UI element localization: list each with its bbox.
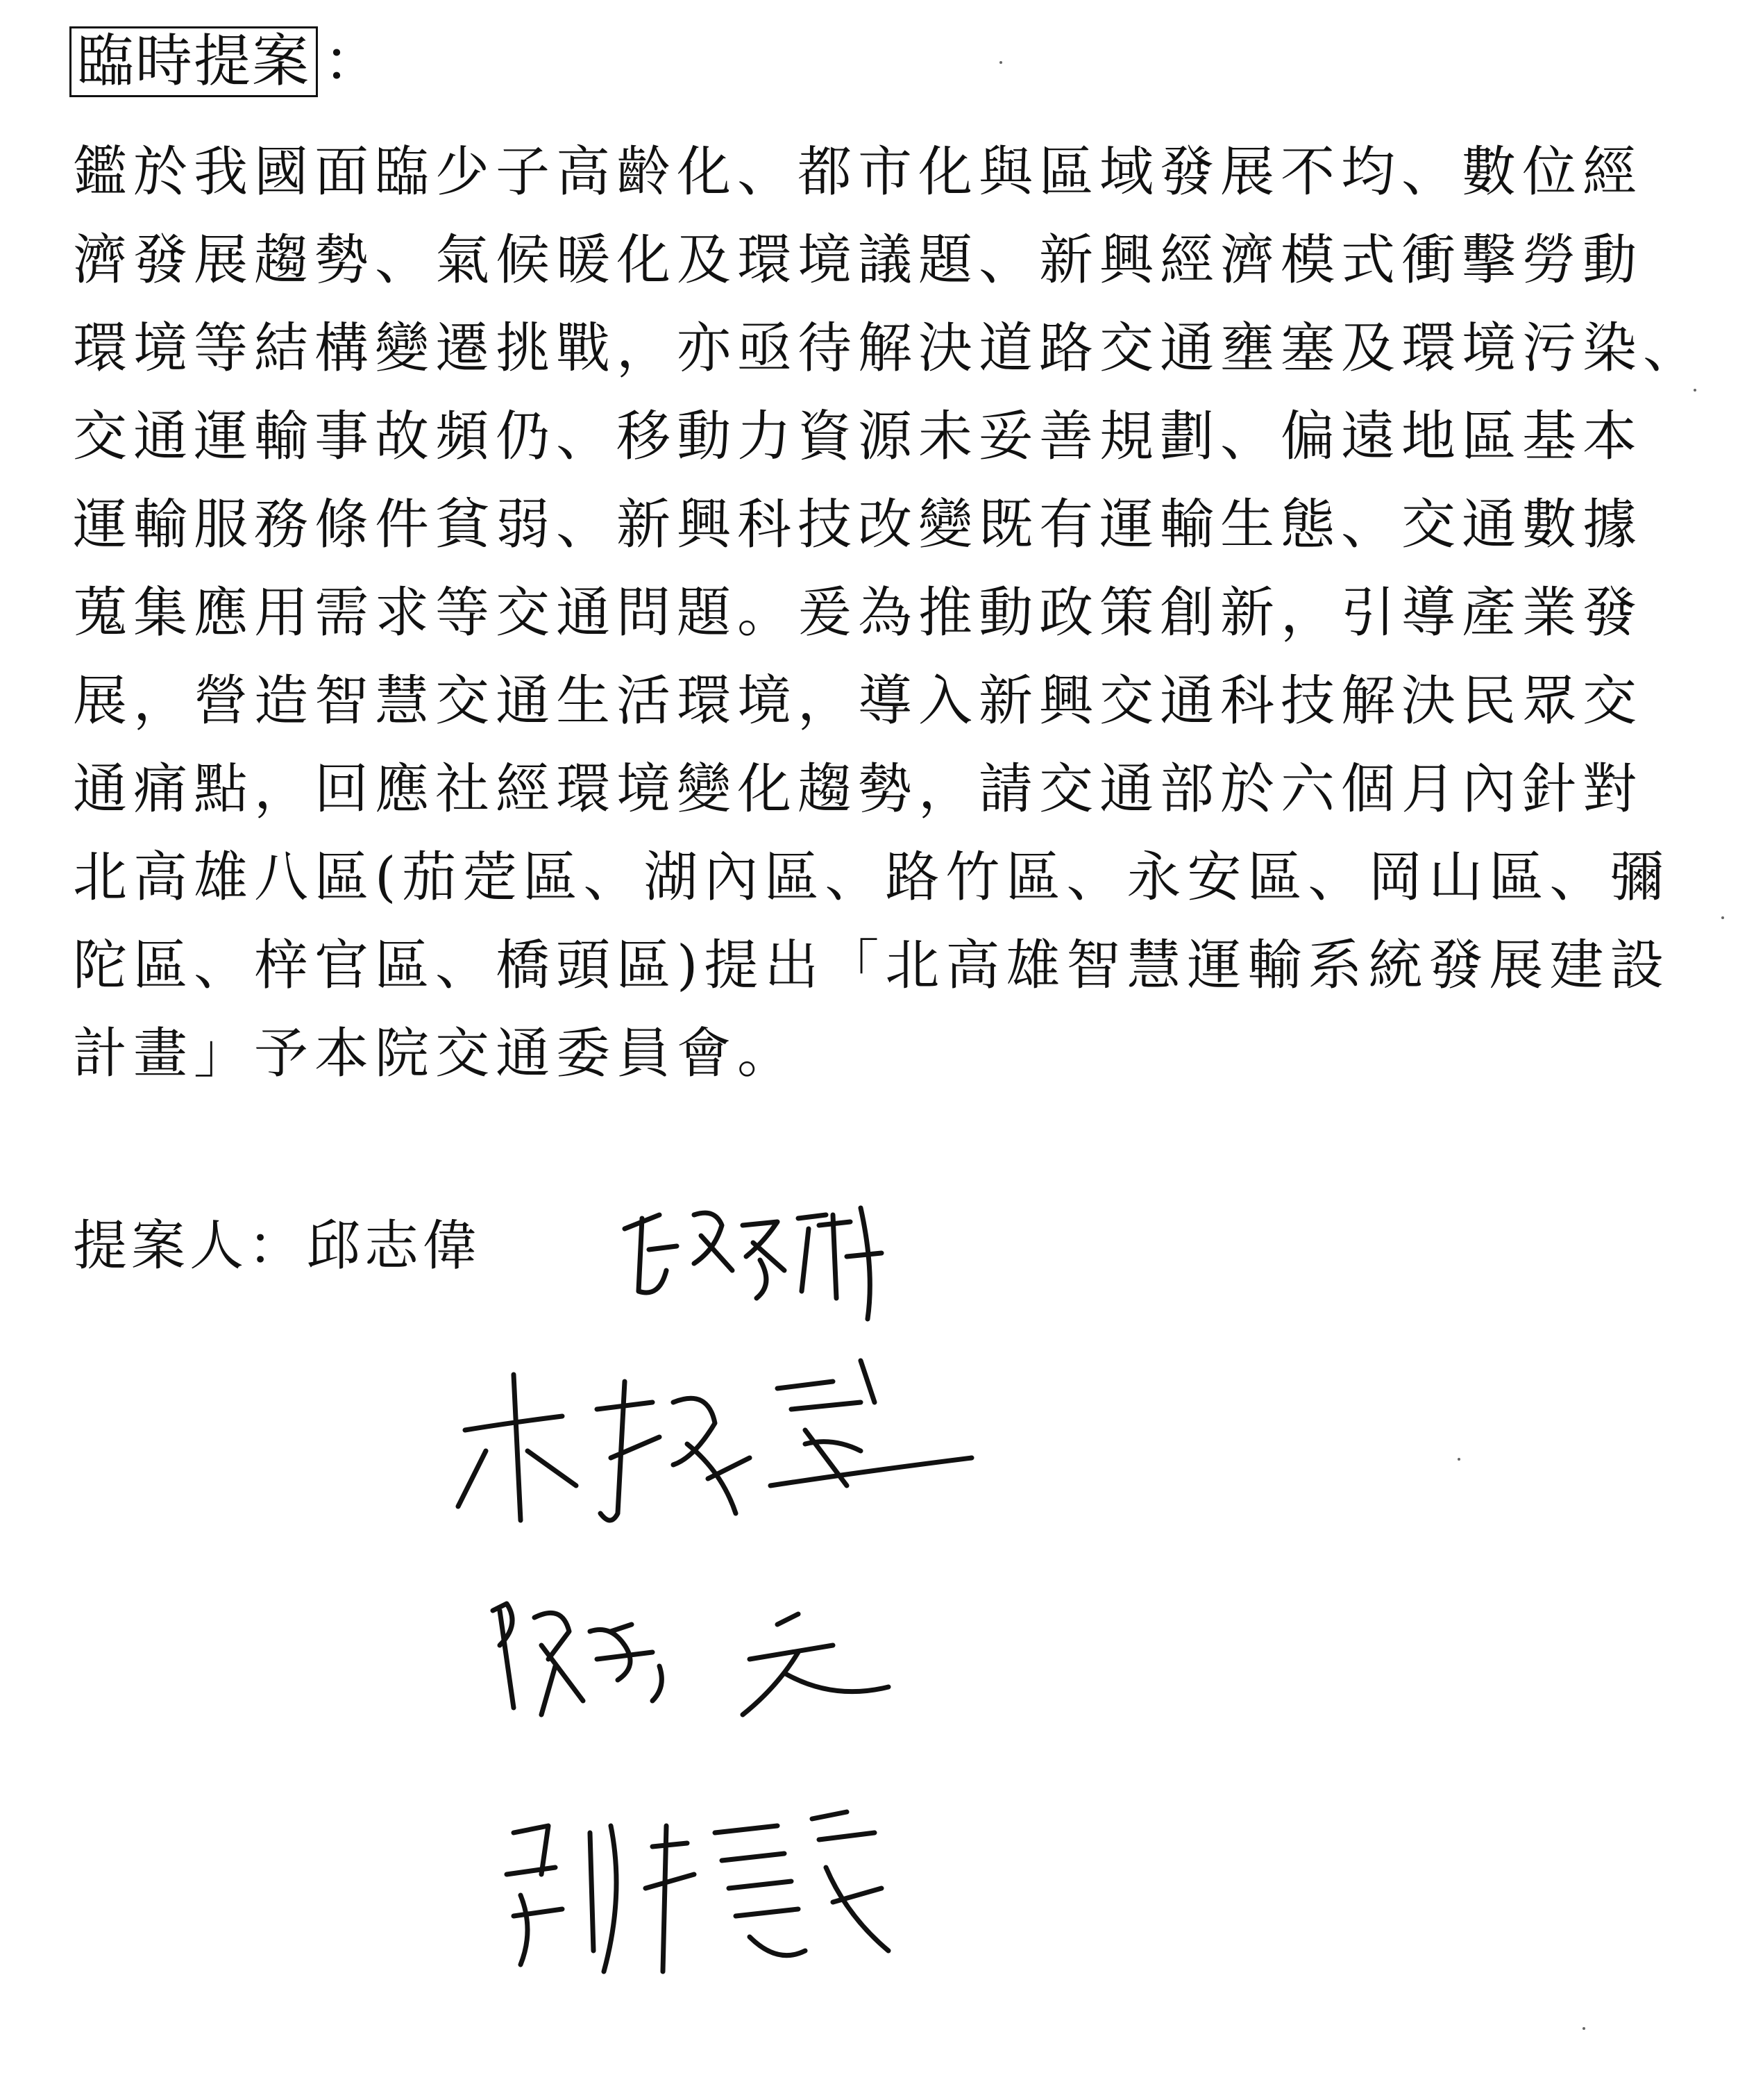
proposal-body xyxy=(73,128,1711,1098)
body-line: 陀區、梓官區、橋頭區)提出「北高雄智慧運輸系統發展建設 xyxy=(73,934,1671,997)
body-line: 濟發展趨勢、氣候暖化及環境議題、新興經濟模式衝擊勞動 xyxy=(73,229,1644,292)
body-line: 展，營造智慧交通生活環境，導入新興交通科技解決民眾交 xyxy=(73,670,1644,732)
signature-4 xyxy=(486,1791,916,1985)
scan-speck xyxy=(1583,2027,1585,2030)
heading-label-box: 臨時提案 xyxy=(69,26,318,97)
scan-speck xyxy=(1721,916,1724,919)
heading xyxy=(69,26,382,97)
body-line: 蒐集應用需求等交通問題。爰為推動政策創新，引導產業發 xyxy=(73,582,1644,644)
body-line: 計畫」予本院交通委員會。 xyxy=(73,1023,798,1085)
body-line: 運輸服務條件貧弱、新興科技改變既有運輸生態、交通數據 xyxy=(73,494,1644,556)
signature-2 xyxy=(444,1347,986,1555)
body-line: 北高雄八區(茄萣區、湖內區、路竹區、永安區、岡山區、彌 xyxy=(73,846,1671,909)
signature-1 xyxy=(611,1187,930,1340)
body-line: 交通運輸事故頻仍、移動力資源未妥善規劃、偏遠地區基本 xyxy=(73,405,1644,468)
heading-colon: ： xyxy=(323,28,382,94)
body-line: 鑑於我國面臨少子高齡化、都市化與區域發展不均、數位經 xyxy=(73,141,1644,203)
scan-speck xyxy=(999,61,1002,64)
scan-speck xyxy=(1694,389,1696,392)
scan-speck xyxy=(1458,1458,1460,1461)
body-line: 通痛點，回應社經環境變化趨勢，請交通部於六個月內針對 xyxy=(73,758,1644,821)
body-line: 環境等結構變遷挑戰，亦亟待解決道路交通壅塞及環境污染、 xyxy=(73,317,1704,380)
proposer-line: 提案人：邱志偉 xyxy=(73,1215,482,1277)
signature-3 xyxy=(472,1583,902,1736)
